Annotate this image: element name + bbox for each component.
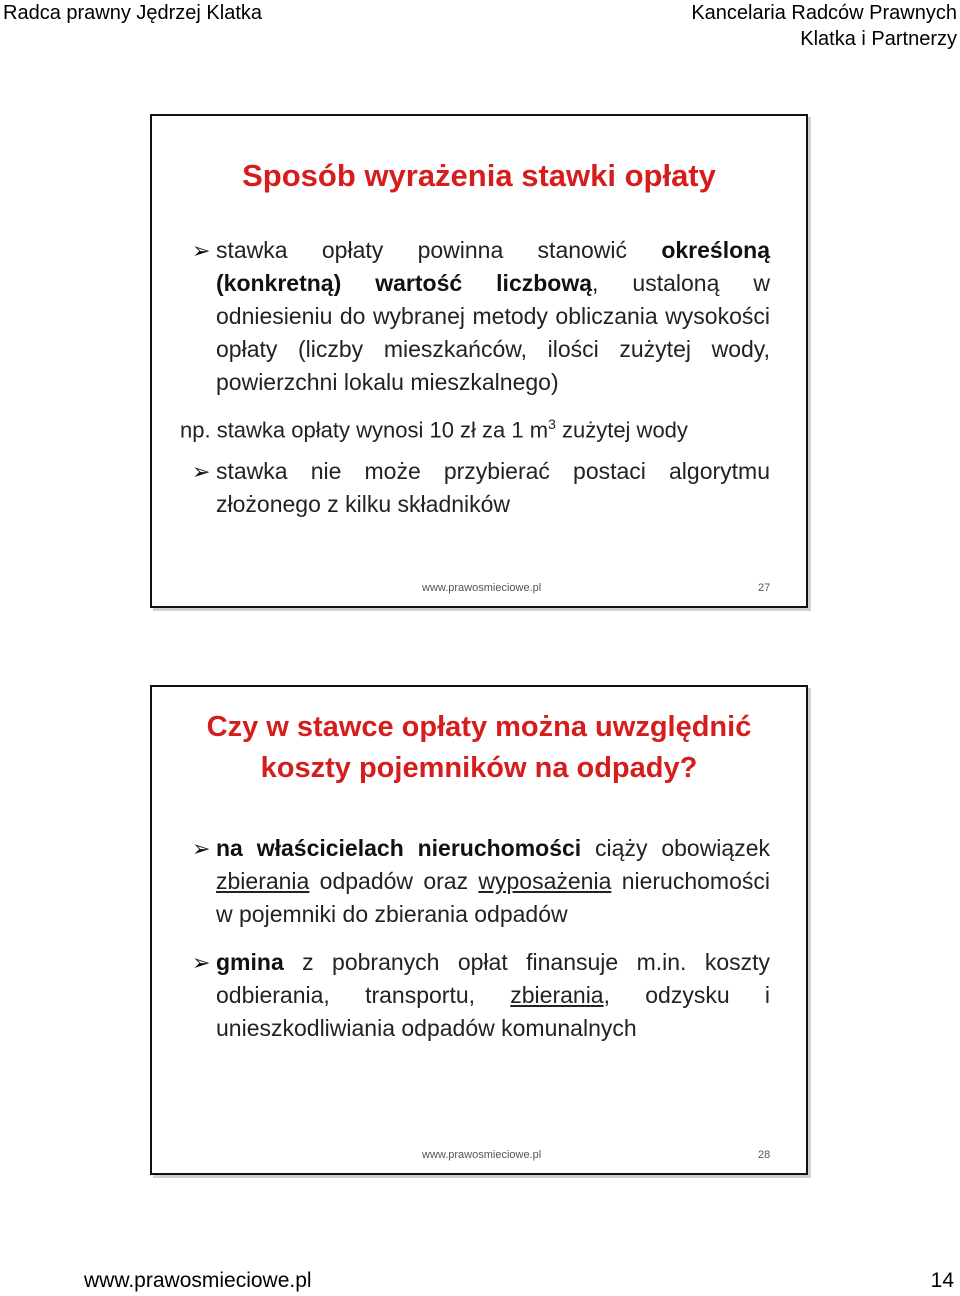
bullet-text: z pobranych opłat finansuje m.in. koszty odbierania, transportu, — [216, 949, 770, 1008]
bullet-item — [192, 832, 770, 931]
bullet-text: , odzysku i unieszkodliwiania odpadów komunalnych — [216, 982, 770, 1041]
bullet-text: stawka opłaty powinna stanowić — [216, 237, 662, 263]
example-line — [180, 409, 770, 445]
bullet-text: odpadów oraz — [309, 868, 479, 894]
example-text-end: zużytej wody — [555, 417, 688, 443]
bullet-item — [192, 946, 770, 1045]
header-firm-line2: Klatka i Partnerzy — [800, 28, 957, 50]
slide-title-line2: koszty pojemników na odpady? — [260, 752, 698, 784]
page-number: 14 — [930, 1269, 954, 1292]
slide-bullets — [192, 832, 770, 1045]
bullet-underlined: wyposażenia — [478, 868, 612, 894]
slide-footer-url: www.prawosmieciowe.pl — [422, 582, 542, 594]
bullet-bold: określoną (konkretną) wartość liczbową — [216, 237, 770, 296]
example-superscript: 3 — [548, 416, 556, 432]
header-firm — [691, 0, 957, 52]
slide-footer-url: www.prawosmieciowe.pl — [422, 1149, 542, 1161]
bullet-text: stawka nie może przybierać postaci algorytmu złożonego z kilku składników — [216, 458, 770, 518]
example-text: np. stawka opłaty wynosi 10 zł za 1 m — [180, 417, 549, 443]
slide-bullets — [180, 234, 770, 521]
slide-28 — [150, 685, 808, 1175]
arrow-bullet-icon: ➢ — [192, 238, 211, 263]
bullet-underlined: zbierania — [510, 982, 604, 1008]
bullet-underlined: zbierania — [216, 868, 310, 894]
slide-number: 28 — [758, 1149, 771, 1161]
slide-number: 27 — [758, 582, 771, 594]
bullet-item — [192, 455, 770, 521]
header-author: Radca prawny Jędrzej Klatka — [3, 2, 263, 24]
slide-title: Sposób wyrażenia stawki opłaty — [242, 158, 716, 193]
slide-title — [152, 707, 806, 789]
bullet-text: ciąży obowiązek — [581, 835, 770, 861]
arrow-bullet-icon: ➢ — [192, 459, 211, 485]
page-footer-url: www.prawosmieciowe.pl — [84, 1269, 312, 1292]
arrow-bullet-icon: ➢ — [192, 950, 211, 975]
bullet-item — [192, 234, 770, 399]
bullet-bold: na właścicielach nieruchomości — [216, 835, 582, 861]
bullet-bold: gmina — [216, 949, 284, 975]
bullet-text: nieruchomości w pojemniki do zbierania odpadów — [216, 868, 770, 927]
arrow-bullet-icon: ➢ — [192, 836, 211, 861]
slide-27 — [150, 114, 808, 608]
slide-title-line1: Czy w stawce opłaty można uwzględnić — [206, 711, 752, 743]
header-firm-line1: Kancelaria Radców Prawnych — [691, 2, 957, 24]
bullet-text: , ustaloną w odniesieniu do wybranej metody obliczania wysokości opłaty (liczby mieszkańców, ilości zużytej wody, powierzchni lokalu mieszkalnego) — [216, 270, 770, 395]
